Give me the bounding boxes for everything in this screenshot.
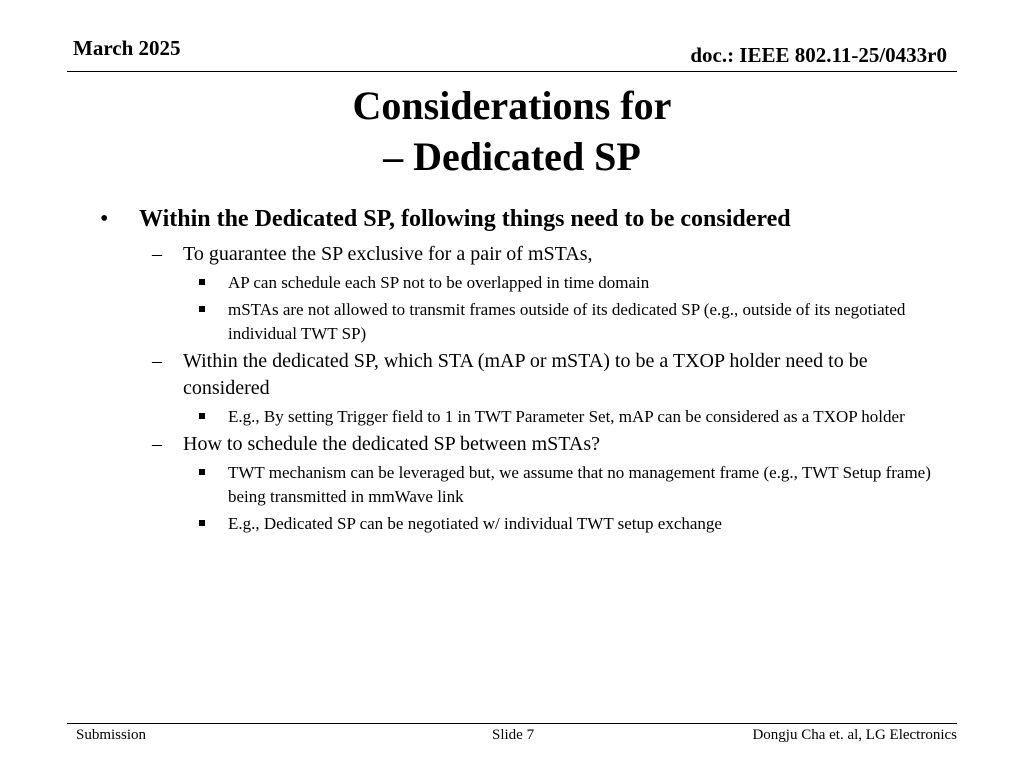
detail-bullet	[0, 512, 1024, 536]
square-bullet-icon	[199, 279, 205, 285]
detail-bullet-text: AP can schedule each SP not to be overlapped in time domain	[228, 273, 650, 292]
sub-bullet-text: To guarantee the SP exclusive for a pair of mSTAs,	[183, 243, 593, 265]
header-date: March 2025	[73, 36, 181, 60]
detail-bullet-text: E.g., Dedicated SP can be negotiated w/ individual TWT setup exchange	[228, 514, 722, 533]
slide-title-line-2: – Dedicated SP	[383, 134, 641, 179]
slide-title-line-1: Considerations for	[352, 83, 672, 128]
detail-bullet	[0, 298, 1024, 346]
sub-bullet	[0, 348, 1024, 402]
detail-bullet	[0, 461, 1024, 509]
detail-bullet-text: TWT mechanism can be leveraged but, we assume that no management frame (e.g., TWT Setup frame) being transmitted in mmWave link	[228, 463, 931, 506]
footer-slide-number: Slide 7	[492, 727, 535, 743]
square-bullet-icon	[199, 413, 205, 419]
dash-bullet-icon: –	[152, 243, 162, 265]
footer-divider	[67, 723, 957, 724]
footer-author: Dongju Cha et. al, LG Electronics	[752, 727, 957, 743]
detail-bullet	[0, 271, 1024, 295]
sub-bullet	[0, 431, 1024, 458]
detail-bullet-text: mSTAs are not allowed to transmit frames outside of its dedicated SP (e.g., outside of its negotiated individual TWT SP)	[228, 300, 906, 343]
detail-bullet	[0, 405, 1024, 429]
bullet-dot-icon: •	[100, 206, 109, 232]
square-bullet-icon	[199, 520, 205, 526]
slide-body	[0, 202, 1024, 538]
dash-bullet-icon: –	[152, 433, 162, 455]
square-bullet-icon	[199, 306, 205, 312]
footer-submission: Submission	[76, 727, 147, 743]
slide-title	[0, 80, 1024, 182]
header-divider	[67, 71, 957, 72]
detail-bullet-text: E.g., By setting Trigger field to 1 in TWT Parameter Set, mAP can be considered as a TXOP holder	[228, 407, 905, 426]
square-bullet-icon	[199, 469, 205, 475]
sub-bullet-text: How to schedule the dedicated SP between mSTAs?	[183, 433, 601, 455]
header-doc-id: doc.: IEEE 802.11-25/0433r0	[690, 43, 947, 67]
main-bullet	[0, 202, 1024, 237]
main-bullet-text: Within the Dedicated SP, following things need to be considered	[139, 206, 791, 232]
dash-bullet-icon: –	[152, 350, 162, 372]
sub-bullet-text: Within the dedicated SP, which STA (mAP or mSTA) to be a TXOP holder need to be considered	[183, 350, 868, 399]
sub-bullet	[0, 241, 1024, 268]
